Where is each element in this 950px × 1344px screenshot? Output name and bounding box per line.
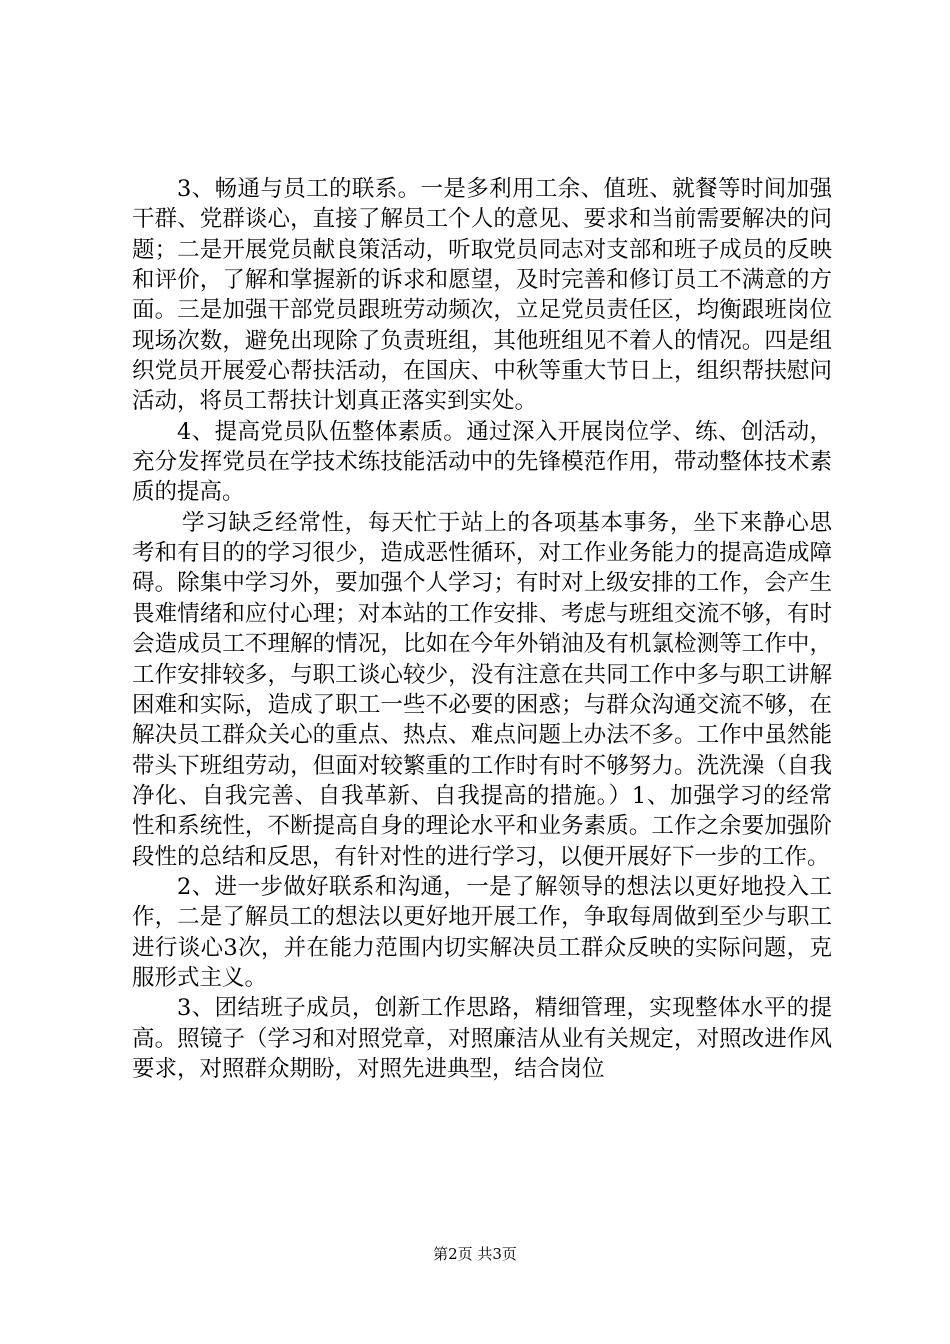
paragraph-5: 3、团结班子成员，创新工作思路，精细管理，实现整体水平的提高。照镜子（学习和对照党章，对照廉洁从业有关规定，对照改进作风要求，对照群众期盼，对照先进典型，结合岗位	[132, 995, 832, 1082]
document-body	[132, 174, 832, 1084]
paragraph-4: 2、进一步做好联系和沟通，一是了解领导的想法以更好地投入工作，二是了解员工的想法以更好地开展工作，争取每周做到至少与职工进行谈心3次，并在能力范围内切实解决员工群众反映的实际问题，克服形式主义。	[132, 873, 832, 991]
paragraph-1: 3、畅通与员工的联系。一是多利用工余、值班、就餐等时间加强干群、党群谈心，直接了解员工个人的意见、要求和当前需要解决的问题；二是开展党员献良策活动，听取党员同志对支部和班子成员的反映和评价，了解和掌握新的诉求和愿望，及时完善和修订员工不满意的方面。三是加强干部党员跟班劳动频次，立足党员责任区，均衡跟班岗位现场次数，避免出现除了负责班组，其他班组见不着人的情况。四是组织党员开展爱心帮扶活动，在国庆、中秋等重大节日上，组织帮扶慰问活动，将员工帮扶计划真正落实到实处。	[132, 176, 832, 415]
paragraph-3: 学习缺乏经常性，每天忙于站上的各项基本事务，坐下来静心思考和有目的的学习很少，造成恶性循环，对工作业务能力的提高造成障碍。除集中学习外，要加强个人学习；有时对上级安排的工作，会产生畏难情绪和应付心理；对本站的工作安排、考虑与班组交流不够，有时会造成员工不理解的情况，比如在今年外销油及有机氯检测等工作中，工作安排较多，与职工谈心较少，没有注意在共同工作中多与职工讲解困难和实际，造成了职工一些不必要的困惑；与群众沟通交流不够，在解决员工群众关心的重点、热点、难点问题上办法不多。工作中虽然能带头下班组劳动，但面对较繁重的工作时有时不够努力。洗洗澡（自我净化、自我完善、自我革新、自我提高的措施。）1、加强学习的经常性和系统性，不断提高自身的理论水平和业务素质。工作之余要加强阶段性的总结和反思，有针对性的进行学习，以便开展好下一步的工作。	[132, 509, 832, 870]
paragraph-2: 4、提高党员队伍整体素质。通过深入开展岗位学、练、创活动，充分发挥党员在学技术练技能活动中的先锋模范作用，带动整体技术素质的提高。	[132, 418, 832, 506]
page-footer: 第2页 共3页	[433, 1245, 517, 1263]
